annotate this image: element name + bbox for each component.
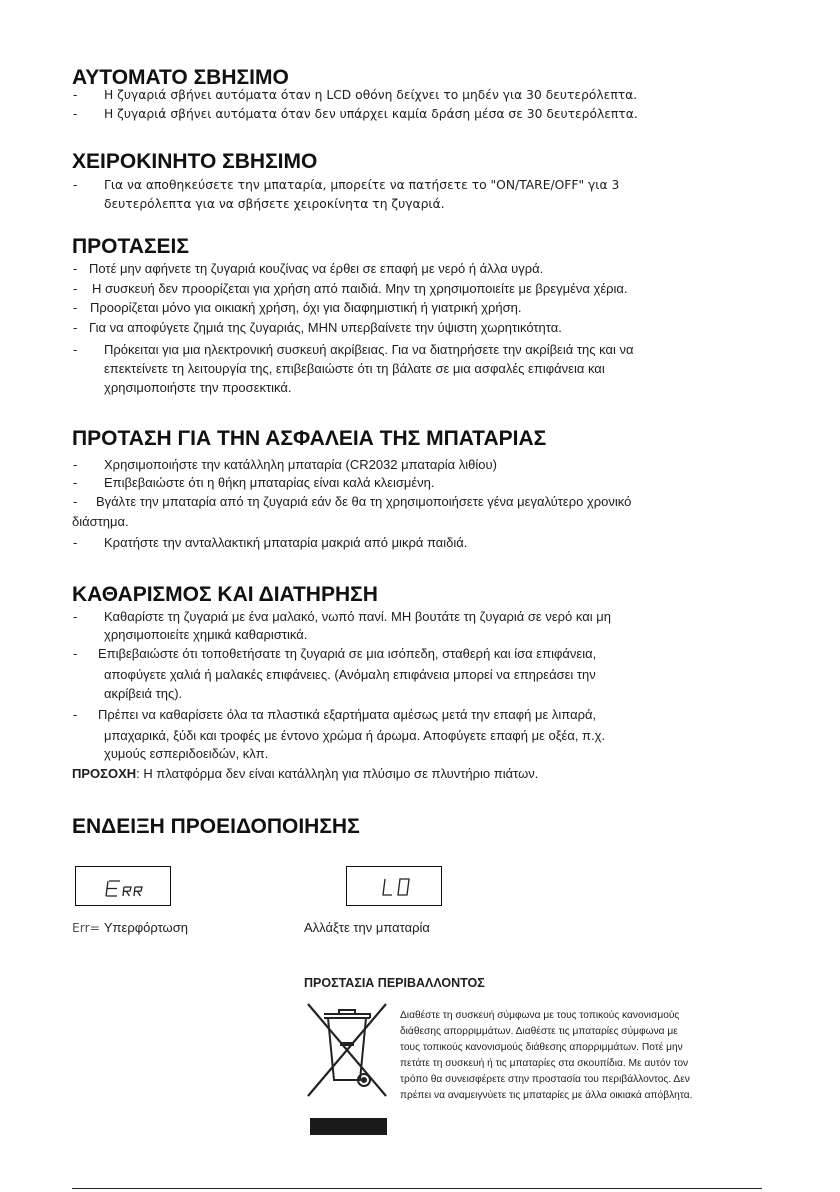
auto-off-item-1: Η ζυγαριά σβήνει αυτόματα όταν η LCD οθόνη δείχνει το μηδέν για 30 δευτερόλεπτα. [104,88,638,102]
bullet-dash: - [73,535,78,550]
suggestion-item-3: Προορίζεται μόνο για οικιακή χρήση, όχι για διαφημιστική ή γιατρική χρήση. [90,300,522,315]
err-meaning: Υπερφόρτωση [103,920,188,935]
env-text-line-1: Διαθέστε τη συσκευή σύμφωνα με τους τοπικούς κανονισμούς [400,1010,680,1021]
suggestion-item-5-cont-1: επεκτείνετε τη λειτουργία της, επιβεβαιώστε ότι τη βάλατε σε μια ασφαλές επιφάνεια και [104,361,605,376]
bullet-dash: - [73,320,78,335]
heading-suggestions: ΠΡΟΤΑΣΕΙΣ [72,235,189,258]
bullet-dash: - [73,342,78,357]
env-text-line-2: διάθεσης απορριμμάτων. Διαθέστε τις μπαταρίες σύμφωνα με [400,1026,678,1037]
lcd-lo-display [346,866,442,906]
cleaning-item-3-cont-1: μπαχαρικά, ξύδι και τροφές με έντονο χρώμα ή άρωμα. Αποφύγετε επαφή με οξέα, π.χ. [104,728,606,743]
bullet-dash: - [73,494,78,509]
caution-text: : Η πλατφόρμα δεν είναι κατάλληλη για πλύσιμο σε πλυντήριο πιάτων. [136,766,539,781]
caution-note [72,766,538,782]
bullet-dash: - [73,87,78,102]
bullet-dash: - [73,457,78,472]
suggestion-item-4: Για να αποφύγετε ζημιά της ζυγαριάς, ΜΗΝ υπερβαίνετε την ύψιστη χωρητικότητα. [89,320,562,335]
err-code: Err= [72,921,104,935]
cleaning-item-1-cont: χρησιμοποιείτε χημικά καθαριστικά. [104,627,308,642]
env-text-line-6: πρέπει να αναμειγνύετε τις μπαταρίες με άλλα οικιακά απόβλητα. [400,1090,693,1101]
bullet-dash: - [73,261,78,276]
suggestion-item-5-cont-2: χρησιμοποιήστε την προσεκτικά. [104,380,292,395]
battery-item-3: Βγάλτε την μπαταρία από τη ζυγαριά εάν δε θα τη χρησιμοποιήσετε γένα μεγαλύτερο χρονικό [96,494,632,509]
caution-label: ΠΡΟΣΟΧΗ [72,766,137,781]
heading-cleaning: ΚΑΘΑΡΙΣΜΟΣ ΚΑΙ ΔΙΑΤΗΡΗΣΗ [72,583,378,606]
cleaning-item-3: Πρέπει να καθαρίσετε όλα τα πλαστικά εξαρτήματα αμέσως μετά την επαφή με λιπαρά, [98,707,597,722]
battery-item-3-cont: διάστημα. [72,514,129,529]
env-text-line-3: τους τοπικούς κανονισμούς διάθεσης απορριμμάτων. Ποτέ μην [400,1042,683,1053]
crossed-bin-icon [302,998,392,1108]
suggestion-item-5: Πρόκειται για μια ηλεκτρονική συσκευή ακρίβειας. Για να διατηρήσετε την ακρίβειά της και να [104,342,634,357]
bullet-dash: - [73,707,78,722]
heading-auto-off: ΑΥΤΟΜΑΤΟ ΣΒΗΣΙΜΟ [72,66,289,89]
env-text-line-5: τρόπο θα συνεισφέρετε στην προστασία του περιβάλλοντος. Δεν [400,1074,690,1085]
heading-battery-safety: ΠΡΟΤΑΣΗ ΓΙΑ ΤΗΝ ΑΣΦΑΛΕΙΑ ΤΗΣ ΜΠΑΤΑΡΙΑΣ [72,427,547,450]
cleaning-item-2-cont-1: αποφύγετε χαλιά ή μαλακές επιφάνειες. (Ανόμαλη επιφάνεια μπορεί να επηρεάσει την [104,667,596,682]
bullet-dash: - [73,106,78,121]
bullet-dash: - [73,177,78,192]
disposal-bar [310,1118,387,1135]
auto-off-item-2: Η ζυγαριά σβήνει αυτόματα όταν δεν υπάρχει καμία δράση μέσα σε 30 δευτερόλεπτα. [104,107,638,121]
suggestion-item-2: Η συσκευή δεν προορίζεται για χρήση από παιδιά. Μην τη χρησιμοποιείτε με βρεγμένα χέρια. [92,281,628,296]
cleaning-item-1: Καθαρίστε τη ζυγαριά με ένα μαλακό, νωπό πανί. ΜΗ βουτάτε τη ζυγαριά σε νερό και μη [104,609,611,624]
battery-item-2: Επιβεβαιώστε ότι η θήκη μπαταρίας είναι καλά κλεισμένη. [104,475,435,490]
bullet-dash: - [73,475,78,490]
bullet-dash: - [73,609,78,624]
lo-caption: Αλλάξτε την μπαταρία [304,920,430,935]
cleaning-item-2-cont-2: ακρίβειά της). [104,686,183,701]
page-bottom-rule [72,1188,762,1189]
manual-off-item-1: Για να αποθηκεύσετε την μπαταρία, μπορείτε να πατήσετε το "ON/TARE/OFF" για 3 [104,178,620,192]
heading-warning-display: ΕΝΔΕΙΞΗ ΠΡΟΕΙΔΟΠΟΙΗΣΗΣ [72,815,360,838]
env-text-line-4: πετάτε τη συσκευή ή τις μπαταρίες στα σκουπίδια. Με αυτόν τον [400,1058,689,1069]
suggestion-item-1: Ποτέ μην αφήνετε τη ζυγαριά κουζίνας να έρθει σε επαφή με νερό ή άλλα υγρά. [89,261,544,276]
cleaning-item-2: Επιβεβαιώστε ότι τοποθετήσατε τη ζυγαριά σε μια ισόπεδη, σταθερή και ίσα επιφάνεια, [98,646,597,661]
lcd-err-display [75,866,171,906]
lcd-err-segments [76,867,172,907]
err-caption [72,920,188,936]
battery-item-4: Κρατήστε την ανταλλακτική μπαταρία μακριά από μικρά παιδιά. [104,535,468,550]
cleaning-item-3-cont-2: χυμούς εσπεριδοειδών, κλπ. [104,746,269,761]
lcd-lo-segments [347,867,443,907]
env-heading: ΠΡΟΣΤΑΣΙΑ ΠΕΡΙΒΑΛΛΟΝΤΟΣ [304,976,485,990]
manual-off-item-1-cont: δευτερόλεπτα για να σβήσετε χειροκίνητα τη ζυγαριά. [104,197,445,211]
bullet-dash: - [73,281,78,296]
battery-item-1: Χρησιμοποιήστε την κατάλληλη μπαταρία (CR2032 μπαταρία λιθίου) [104,457,497,472]
heading-manual-off: ΧΕΙΡΟΚΙΝΗΤΟ ΣΒΗΣΙΜΟ [72,150,318,173]
bullet-dash: - [73,300,78,315]
bullet-dash: - [73,646,78,661]
